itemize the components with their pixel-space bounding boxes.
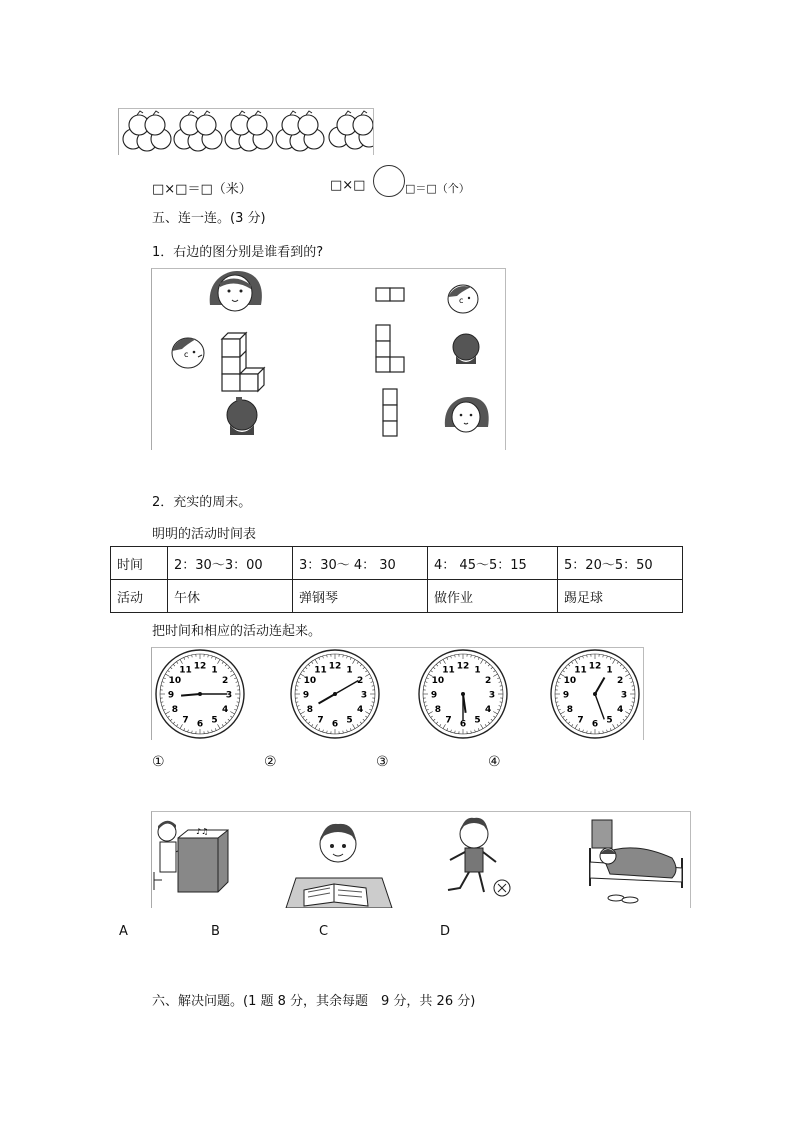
clock-number: 9	[167, 690, 175, 701]
clock-icon	[419, 650, 507, 738]
piano-player-icon	[154, 821, 228, 892]
child-back-small-icon	[453, 334, 479, 364]
activity-cell: 做作业	[428, 580, 558, 613]
clock-icon	[156, 650, 244, 738]
clock-number: 7	[445, 715, 452, 726]
orange-group-icon	[123, 111, 171, 151]
front-view-icon	[376, 325, 404, 372]
section5-title: 五、连一连。(3 分)	[152, 211, 266, 226]
clock-number: 10	[303, 676, 317, 686]
clock-number: 5	[211, 715, 218, 726]
clocks-figure	[151, 647, 644, 740]
sleeping-child-icon	[590, 820, 682, 903]
orange-group-icon	[276, 111, 324, 151]
clock-number: 8	[566, 705, 574, 715]
clock-number: 8	[434, 705, 442, 715]
orange-group-icon	[329, 111, 373, 149]
question-1: 1．右边的图分别是谁看到的?	[152, 245, 324, 260]
clock-number: 5	[474, 715, 481, 726]
picture-label-a: A	[119, 924, 128, 939]
clock-number: 1	[606, 665, 613, 676]
clock-number: 4	[484, 705, 492, 715]
homework-child-icon	[286, 824, 392, 908]
clock-number: 1	[474, 665, 481, 676]
clock-number: 7	[317, 715, 324, 726]
clock-number: 9	[562, 690, 570, 701]
clock-number: 3	[488, 690, 496, 701]
clock-number: 12	[456, 661, 470, 672]
clock-label-1: ①	[152, 754, 165, 770]
schedule-table	[110, 546, 683, 613]
clock-number: 4	[616, 705, 624, 715]
clock-number: 4	[356, 705, 364, 715]
clock-number: 10	[168, 676, 182, 686]
time-cell: 4： 45～5：15	[428, 547, 558, 580]
picture-label-b: B	[211, 924, 220, 939]
clock-number: 3	[620, 690, 628, 701]
formula-right-prefix: □×□	[330, 178, 366, 193]
section6-title: 六、解决问题。(1 题 8 分，其余每题 9 分，共 26 分)	[152, 994, 476, 1009]
clock-number: 3	[225, 690, 233, 701]
picture-label-d: D	[440, 924, 451, 939]
time-header: 时间	[111, 547, 168, 580]
table-row-activity	[111, 580, 683, 613]
instruction: 把时间和相应的活动连起来。	[152, 624, 322, 639]
clock-number: 12	[193, 661, 207, 672]
clock-number: 6	[331, 719, 339, 730]
clock-number: 11	[179, 665, 192, 676]
time-cell: 5：20～5：50	[558, 547, 683, 580]
clock-number: 6	[459, 719, 467, 730]
clock-number: 6	[591, 719, 599, 730]
clock-number: 2	[484, 676, 492, 686]
clock-number: 10	[563, 676, 577, 686]
activity-cell: 弹钢琴	[292, 580, 427, 613]
table-row-time	[111, 547, 683, 580]
girl-face-small-icon	[445, 397, 489, 432]
svg-text:c: c	[459, 296, 464, 305]
side-view-icon	[383, 389, 397, 436]
clock-number: 1	[211, 665, 218, 676]
clock-number: 8	[171, 705, 179, 715]
clock-number: 11	[442, 665, 455, 676]
activities-figure	[151, 811, 691, 908]
time-cell: 3：30～ 4： 30	[292, 547, 427, 580]
clock-icon	[291, 650, 379, 738]
clock-number: 2	[221, 676, 229, 686]
clock-number: 1	[346, 665, 353, 676]
orange-group-icon	[174, 111, 222, 151]
clock-number: 6	[196, 719, 204, 730]
schedule-table-title: 明明的活动时间表	[152, 527, 257, 542]
clock-number: 12	[588, 661, 602, 672]
picture-label-c: C	[319, 924, 329, 939]
clock-number: 5	[606, 715, 613, 726]
child-back-icon	[227, 397, 257, 435]
formula-right-suffix: □＝□（个）	[405, 182, 470, 195]
cube-stack-icon	[222, 333, 264, 391]
clock-number: 5	[346, 715, 353, 726]
girl-face-icon	[210, 271, 262, 311]
clock-number: 11	[574, 665, 587, 676]
clock-number: 8	[306, 705, 314, 715]
svg-text:c: c	[184, 350, 189, 359]
top-view-icon	[376, 288, 404, 301]
views-figure	[151, 268, 506, 450]
boy-side-face-small-icon	[448, 285, 478, 313]
boy-side-face-icon	[172, 338, 204, 368]
clock-number: 2	[356, 676, 364, 686]
orange-group-icon	[225, 111, 273, 151]
clock-number: 11	[314, 665, 327, 676]
formula-left: □×□＝□（米）	[152, 182, 252, 197]
blank-circle	[373, 165, 405, 197]
clock-number: 10	[431, 676, 445, 686]
activity-header: 活动	[111, 580, 168, 613]
clock-number: 9	[430, 690, 438, 701]
activity-cell: 踢足球	[558, 580, 683, 613]
clock-label-2: ②	[264, 754, 277, 770]
activity-cell: 午休	[168, 580, 293, 613]
svg-text:♪♫: ♪♫	[196, 827, 209, 836]
oranges-illustration	[119, 109, 373, 155]
question-2-title: 2．充实的周末。	[152, 495, 252, 510]
clock-label-3: ③	[376, 754, 389, 770]
clock-number: 4	[221, 705, 229, 715]
clock-number: 9	[302, 690, 310, 701]
clock-number: 7	[577, 715, 584, 726]
clock-number: 7	[182, 715, 189, 726]
clock-number: 12	[328, 661, 342, 672]
clock-icon	[551, 650, 639, 738]
football-child-icon	[448, 818, 510, 896]
clock-number: 3	[360, 690, 368, 701]
clock-label-4: ④	[488, 754, 501, 770]
clock-number: 2	[616, 676, 624, 686]
time-cell: 2：30～3：00	[168, 547, 293, 580]
oranges-figure	[118, 108, 374, 155]
